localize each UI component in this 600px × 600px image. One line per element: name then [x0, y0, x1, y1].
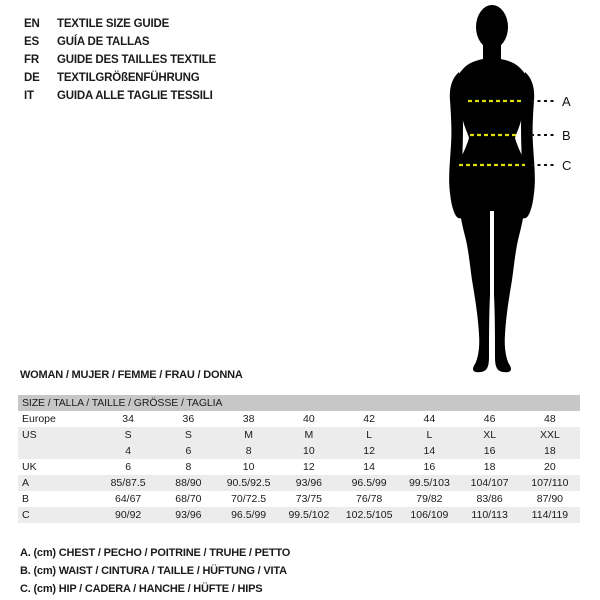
- table-cell: 14: [363, 461, 375, 473]
- table-cell: 8: [245, 445, 252, 457]
- table-cell: 4: [125, 445, 132, 457]
- table-cell: 70/72.5: [231, 493, 267, 505]
- language-row: [24, 51, 216, 69]
- table-cell: 99.5/103: [408, 477, 450, 489]
- row-label: Europe: [22, 413, 56, 425]
- marker-label-b: B: [562, 128, 571, 143]
- table-cell: 18: [483, 461, 496, 473]
- table-cell: 6: [185, 445, 192, 457]
- table-row-chest: [18, 475, 580, 491]
- table-cell: 34: [122, 413, 134, 425]
- legend-hip: C. (cm) HIP / CADERA / HANCHE / HÜFTE / HIPS: [20, 583, 263, 595]
- row-label: US: [22, 429, 37, 441]
- language-code: EN: [24, 18, 40, 30]
- language-row: [24, 87, 216, 105]
- language-code: ES: [24, 36, 39, 48]
- table-cell: 16: [483, 445, 496, 457]
- table-row-us-numeric: [18, 443, 580, 459]
- table-header: SIZE / TALLA / TAILLE / GRÖSSE / TAGLIA: [18, 395, 580, 411]
- table-cell: 76/78: [355, 493, 383, 505]
- guide-title: TEXTILE SIZE GUIDE: [57, 18, 170, 30]
- table-cell: 96.5/99: [351, 477, 387, 489]
- table-cell: 88/90: [175, 477, 202, 489]
- row-label: C: [22, 509, 30, 521]
- table-cell: 44: [423, 413, 436, 425]
- woman-silhouette-figure: [420, 0, 600, 380]
- table-cell: 38: [242, 413, 255, 425]
- table-cell: 10: [242, 461, 255, 473]
- language-row: [24, 33, 216, 51]
- table-cell: 68/70: [175, 493, 202, 505]
- marker-label-a: A: [562, 94, 571, 109]
- table-cell: 93/96: [175, 509, 202, 521]
- language-code: DE: [24, 72, 40, 84]
- table-cell: 20: [544, 461, 556, 473]
- table-cell: 14: [423, 445, 436, 457]
- table-cell: 18: [544, 445, 556, 457]
- row-label: UK: [22, 461, 37, 473]
- table-cell: 79/82: [416, 493, 443, 505]
- table-cell: 110/113: [471, 509, 508, 521]
- table-cell: 90.5/92.5: [226, 477, 271, 489]
- row-label: A: [22, 477, 30, 489]
- section-title: WOMAN / MUJER / FEMME / FRAU / DONNA: [20, 369, 243, 381]
- table-cell: 42: [363, 413, 375, 425]
- table-row-us: [18, 427, 580, 443]
- table-cell: 85/87.5: [110, 477, 146, 489]
- language-code: FR: [24, 54, 39, 66]
- table-cell: 99.5/102: [288, 509, 330, 521]
- table-cell: 83/86: [476, 493, 503, 505]
- table-row-uk: [18, 459, 580, 475]
- table-cell: L: [366, 429, 373, 441]
- guide-title: GUIDE DES TAILLES TEXTILE: [57, 54, 216, 66]
- table-cell: 64/67: [114, 493, 142, 505]
- guide-title: TEXTILGRÖßENFÜHRUNG: [57, 72, 200, 84]
- legend-waist: B. (cm) WAIST / CINTURA / TAILLE / HÜFTUNG / VITA: [20, 565, 287, 577]
- language-title-list: [24, 15, 216, 105]
- table-cell: 114/119: [531, 509, 569, 521]
- table-cell: 36: [182, 413, 195, 425]
- table-cell: S: [184, 429, 192, 441]
- measurement-legend: [20, 544, 290, 598]
- language-row: [24, 69, 216, 87]
- table-cell: 10: [303, 445, 315, 457]
- table-cell: 8: [185, 461, 192, 473]
- table-cell: S: [124, 429, 132, 441]
- size-table: [18, 395, 580, 523]
- table-row-waist: [18, 491, 580, 507]
- table-row-europe: [18, 411, 580, 427]
- table-cell: 107/110: [531, 477, 569, 489]
- row-label: B: [22, 493, 30, 505]
- table-cell: 106/109: [410, 509, 449, 521]
- table-cell: 40: [303, 413, 315, 425]
- table-cell: 104/107: [470, 477, 509, 489]
- table-row-hip: [18, 507, 580, 523]
- table-cell: M: [304, 429, 314, 441]
- language-row: [24, 15, 216, 33]
- table-cell: 12: [363, 445, 375, 457]
- table-cell: 96.5/99: [231, 509, 267, 521]
- table-cell: 73/75: [295, 493, 323, 505]
- table-cell: 93/96: [295, 477, 323, 489]
- table-cell: L: [426, 429, 433, 441]
- language-code: IT: [24, 90, 34, 102]
- table-cell: 102.5/105: [345, 509, 393, 521]
- legend-chest: A. (cm) CHEST / PECHO / POITRINE / TRUHE / PETTO: [20, 547, 291, 559]
- table-cell: M: [244, 429, 253, 441]
- woman-silhouette: [449, 5, 535, 372]
- table-cell: 16: [423, 461, 436, 473]
- table-cell: 48: [544, 413, 556, 425]
- table-cell: XXL: [539, 429, 560, 441]
- guide-title: GUÍA DE TALLAS: [57, 36, 150, 48]
- table-cell: XL: [483, 429, 497, 441]
- marker-label-c: C: [562, 158, 572, 173]
- table-cell: 12: [303, 461, 315, 473]
- table-cell: 87/90: [536, 493, 564, 505]
- table-cell: 6: [125, 461, 132, 473]
- guide-title: GUIDA ALLE TAGLIE TESSILI: [57, 90, 213, 102]
- table-cell: 90/92: [114, 509, 142, 521]
- row-label: [18, 443, 98, 459]
- table-cell: 46: [483, 413, 496, 425]
